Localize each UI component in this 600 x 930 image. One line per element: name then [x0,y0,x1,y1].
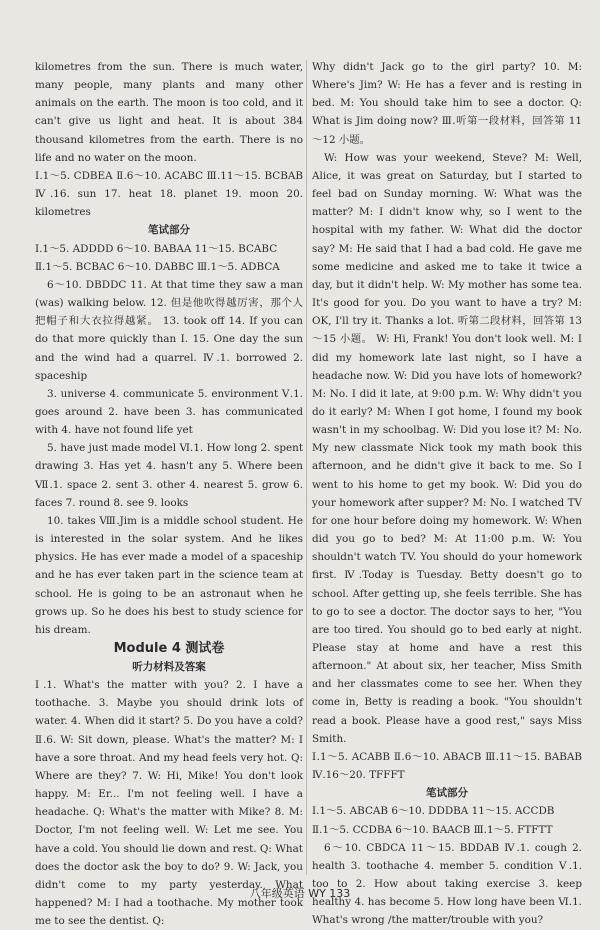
answer-key: 6～10. CBDCA 11～15. BDDAB Ⅳ.1. cough 2. health 3. toothache 4. member 5. condition Ⅴ.1. too to 2. How about taking exercise 3. keep healthy 4. has become 5. How long have been Ⅵ.1. What's wrong /the matter/trouble with you? [312,841,582,927]
answer-key: Ⅱ.1～5. CCDBA 6～10. BAACB Ⅲ.1～5. FTFTT [312,823,553,836]
section-heading: 笔试部分 [426,787,468,800]
answer-key: Ⅰ.1～5. ACABB Ⅱ.6～10. ABACB Ⅲ.11～15. BABAB Ⅳ.16～20. TFFFT [312,750,582,782]
answer-key: Ⅱ.1～5. BCBAC 6～10. DABBC Ⅲ.1～5. ADBCA [35,260,280,273]
listening-transcript: W: How was your weekend, Steve? M: Well, Alice, it was great on Saturday, but I started to feel bad on Sunday morning. W: What was the matter? M: I didn't know why, so I went to the hospital with my father. W: What did the doctor say? M: He said that I had a bad cold. He gave me some medicine and asked me to take it twice a day, but it didn't help. W: My mother has some tea. It's good for you. Do you want to have a try? M: OK, I'll try it. Thanks a lot. 听第二段材料，回答第 13～15 小题。 W: Hi, Frank! You don't look well. M: I did my homework late last night, so I have a headache now. W: Did you have lots of homework? M: No. I did it late, at 9:00 p.m. W: Why didn't you do it early? M: When I got home, I found my book wasn't in my schoolbag. W: Did you lose it? M: No. My new classmate Nick took my math book this afternoon, and he didn't give it back to me. So I went to his home to get my book. W: Did you do your homework after supper? M: No. I watched TV for one hour before doing my homework. W: When did you go to bed? M: At 11:00 p.m. W: You shouldn't watch TV. You should do your homework first. Ⅳ.Today is Tuesday. Betty doesn't go to school. After getting up, she feels terrible. She has to go to see a doctor. The doctor says to her, "You are too tired. You should go to bed early at night. Please stay at home and have a rest this afternoon." At about six, her teacher, Miss Smith and her classmates come to see her. When they come in, Betty is reading a book. "You shouldn't read a book. Please have a good rest," says Miss Smith. [312,151,582,745]
section-heading: 听力材料及答案 [132,661,206,673]
module-title: Module 4 测试卷 [113,641,225,656]
listening-transcript: Ⅰ.1. What's the matter with you? 2. I have a toothache. 3. Maybe you should drink lots of water. 4. When did it start? 5. Do you have a cold? Ⅱ.6. W: Sit down, please. What's the matter? M: I have a sore throat. And my head feels very hot. Q: Where are they? 7. W: Hi, Mike! You don't look happy. M: Er... I'm not feeling well. I have a headache. Q: What's the matter with Mike? 8. M: Doctor, I'm not feeling well. W: Let me see. You have a cold. You should lie down and rest. Q: What does the doctor ask the boy to do? 9. W: Jack, you didn't come to my party yesterday. What happened? M: I had a toothache. My mother took me to see the dentist. Q: [35,679,303,928]
answer-key: Ⅰ.1～5. ADDDD 6～10. BABAA 11～15. BCABC [35,242,278,255]
answer-key: 5. have just made model Ⅵ.1. How long 2. spent drawing 3. Has yet 4. hasn't any 5. Where been Ⅶ.1. space 2. sent 3. other 4. nearest 5. grow 6. faces 7. round 8. see 9. looks [35,442,303,509]
column-divider [306,60,307,875]
right-column [312,58,582,930]
answer-key: Ⅰ.1～5. ABCAB 6～10. DDDBA 11～15. ACCDB [312,805,555,818]
answer-key: Ⅰ.1～5. CDBEA Ⅱ.6～10. ACABC Ⅲ.11～15. BCBAB Ⅳ.16. sun 17. heat 18. planet 19. moon 20. kilometres [35,169,303,219]
listening-transcript: Why didn't Jack go to the girl party? 10. M: Where's Jim? W: He has a fever and is resting in bed. M: You should take him to see a doctor. Q: What is Jim doing now? Ⅲ.听第一段材料，回答第 11～12 小题。 [312,61,582,146]
answer-key: 10. takes Ⅷ.Jim is a middle school student. He is interested in the solar system. And he likes physics. He has ever made a model of a spaceship and he has ever taken part in the science team at school. He is going to be an astronaut when he grows up. So he does his best to study science for his dream. [35,514,303,636]
page-footer: 八年级英语 WY 133 [249,887,351,900]
answer-key: 6～10. DBDDC 11. At that time they saw a man (was) walking below. 12. 但是他吹得越厉害，那个人把帽子和大衣拉得越紧。 13. took off 14. If you can do that more quickly than I. 15. One day the sun and the wind had a quarrel. Ⅳ.1. borrowed 2. spaceship [35,278,303,382]
left-column [35,58,303,930]
section-heading: 笔试部分 [148,224,190,237]
paragraph: kilometres from the sun. There is much water, many people, many plants and many other animals on the earth. The moon is too cold, and it can't give us light and heat. It is about 384 thousand kilometres from the earth. There is no life and no water on the moon. [35,61,303,164]
answer-key: 3. universe 4. communicate 5. environment Ⅴ.1. goes around 2. have been 3. has communicated with 4. have not found life yet [35,387,303,437]
